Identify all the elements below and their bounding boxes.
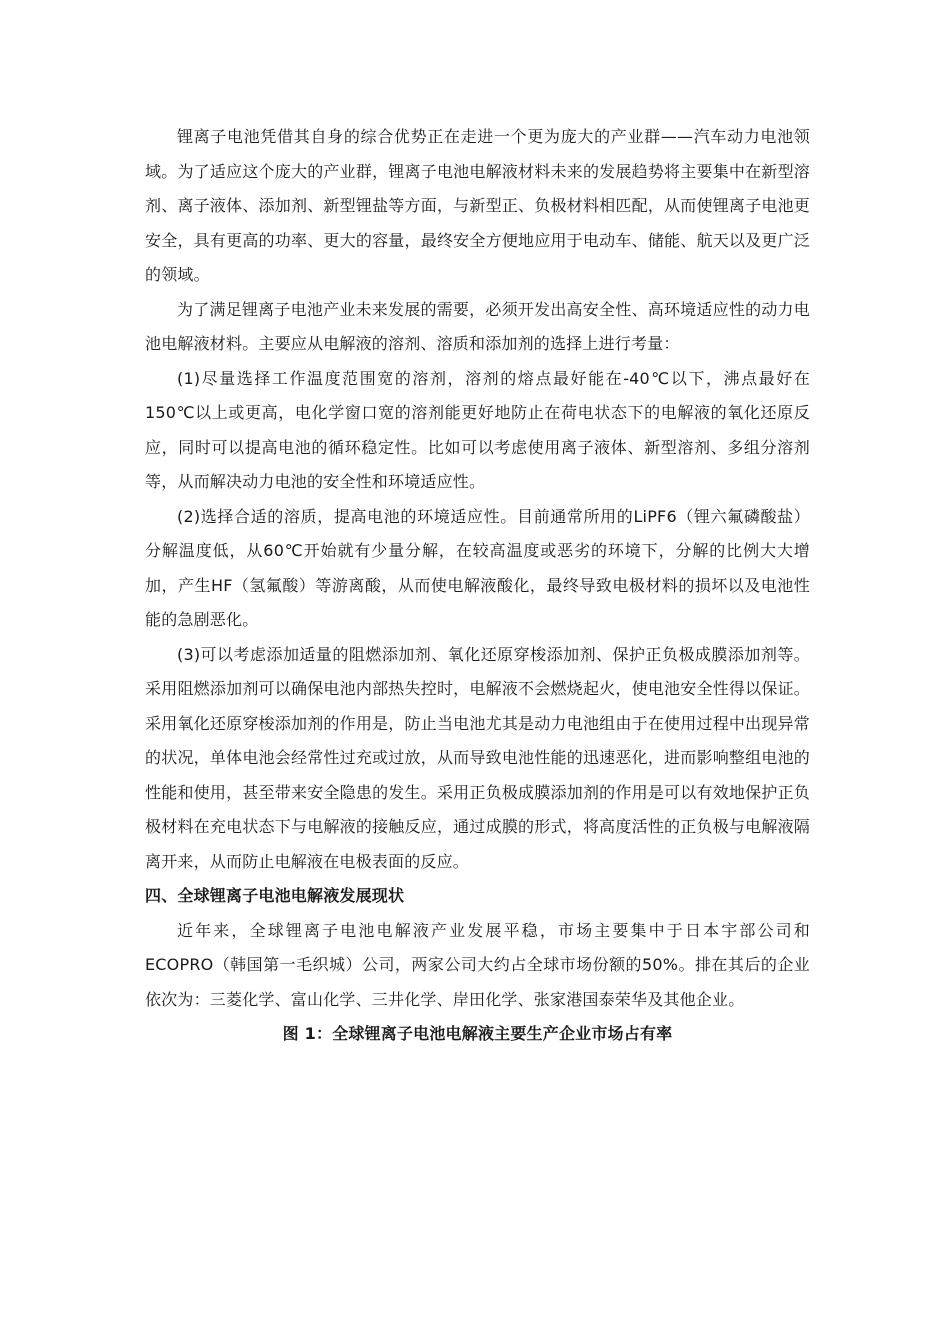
figure-caption: 图 1：全球锂离子电池电解液主要生产企业市场占有率 [282, 1024, 673, 1043]
paragraph-solute: (2)选择合适的溶质，提高电池的环境适应性。目前通常所用的LiPF6（锂六氟磷酸盐）分解温度低，从60℃开始就有少量分解，在较高温度或恶劣的环境下，分解的比例大大增加，产生HF（氢氟酸）等游离酸，从而使电解液酸化，最终导致电极材料的损坏以及电池性能的急剧恶化。 [145, 506, 810, 629]
section-heading: 四、全球锂离子电池电解液发展现状 [145, 886, 405, 905]
paragraph-intro: 锂离子电池凭借其自身的综合优势正在走进一个更为庞大的产业群——汽车动力电池领域。为了适应这个庞大的产业群，锂离子电池电解液材料未来的发展趋势将主要集中在新型溶剂、离子液体、添加剂、新型锂盐等方面，与新型正、负极材料相匹配，从而使锂离子电池更安全，具有更高的功率、更大的容量，最终安全方便地应用于电动车、储能、航天以及更广泛的领域。 [145, 127, 810, 284]
document-body [145, 120, 810, 1052]
paragraph-solvent: (1)尽量选择工作温度范围宽的溶剂，溶剂的熔点最好能在-40℃以下，沸点最好在150℃以上或更高，电化学窗口宽的溶剂能更好地防止在荷电状态下的电解液的氧化还原反应，同时可以提高电池的循环稳定性。比如可以考虑使用离子液体、新型溶剂、多组分溶剂等，从而解决动力电池的安全性和环境适应性。 [145, 368, 810, 491]
paragraph-additives: (3)可以考虑添加适量的阻燃添加剂、氧化还原穿梭添加剂、保护正负极成膜添加剂等。采用阻燃添加剂可以确保电池内部热失控时，电解液不会燃烧起火，使电池安全性得以保证。采用氧化还原穿梭添加剂的作用是，防止当电池尤其是动力电池组由于在使用过程中出现异常的状况，单体电池会经常性过充或过放，从而导致电池性能的迅速恶化，进而影响整组电池的性能和使用，甚至带来安全隐患的发生。采用正负极成膜添加剂的作用是可以有效地保护正负极材料在充电状态下与电解液的接触反应，通过成膜的形式，将高度活性的正负极与电解液隔离开来，从而防止电解液在电极表面的反应。 [145, 644, 810, 871]
paragraph-requirements: 为了满足锂离子电池产业未来发展的需要，必须开发出高安全性、高环境适应性的动力电池电解液材料。主要应从电解液的溶剂、溶质和添加剂的选择上进行考量： [145, 299, 810, 353]
paragraph-market: 近年来，全球锂离子电池电解液产业发展平稳，市场主要集中于日本宇部公司和ECOPRO（韩国第一毛织城）公司，两家公司大约占全球市场份额的50%。排在其后的企业依次为：三菱化学、富山化学、三井化学、岸田化学、张家港国泰荣华及其他企业。 [145, 920, 810, 1009]
